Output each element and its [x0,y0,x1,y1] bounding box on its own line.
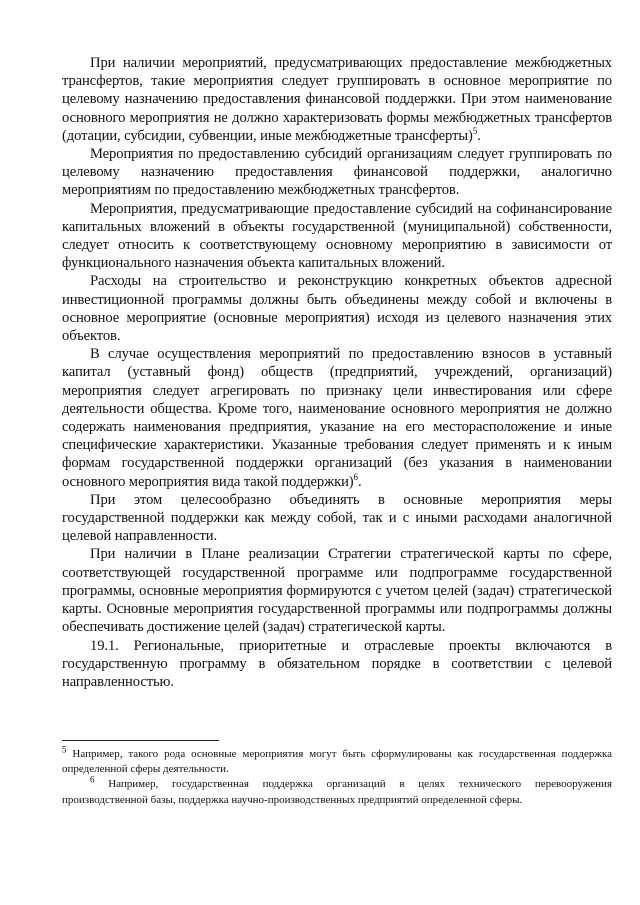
paragraph-interbudget-transfers [62,54,612,145]
footnote-6 [62,774,612,807]
paragraph-section-19-1: 19.1. Региональные, приоритетные и отраслевые проекты включаются в государственную программу в обязательном порядке в соответствии с целевой направленностью. [62,637,612,690]
paragraph-strategic-map: При наличии в Плане реализации Стратегии стратегической карты по сфере, соответствующей государственной программе или подпрограмме государственной программы, основные мероприятия формируются с учетом целей (задач) стратегической карты. Основные мероприятия государственной программы или подпрограммы должны обеспечивать достижение целей (задач) стратегической карты. [62,546,612,636]
paragraph-authorized-capital [62,345,612,491]
paragraph-text: При наличии мероприятий, предусматривающих предоставление межбюджетных трансфертов, такие мероприятия следует группировать в основное мероприятие по целевому назначению предоставления финансовой поддержки. При этом наименование основного мероприятия не должно характеризовать формы межбюджетных трансфертов (дотации, субсидии, субвенции, иные межбюджетные трансферты) [62,55,612,144]
footnote-ref-5[interactable]: 5 [472,125,478,136]
paragraph-tail: . [477,127,481,144]
footnote-number: 5 [62,744,67,755]
footnote-separator [62,740,219,741]
paragraph-capital-investments: Мероприятия, предусматривающие предоставление субсидий на софинансирование капитальных вложений в объекты государственной (муниципальной) собственности, следует относить к соответствующему основному мероприятию в зависимости от функционального назначения объекта капитальных вложений. [62,200,612,272]
footnote-ref-6[interactable]: 6 [353,471,358,482]
paragraph-tail: . [357,473,362,490]
paragraph-construction-expenses: Расходы на строительство и реконструкцию конкретных объектов адресной инвестиционной программы должны быть объединены между собой и включены в основное мероприятие (основные мероприятия) исходя из целевого назначения этих объектов. [62,273,612,345]
footnote-text: Например, такого рода основные мероприятия могут быть сформулированы как государственная поддержка определенной сферы деятельности. [62,748,612,776]
footnote-5 [62,744,612,777]
document-body [62,54,612,691]
paragraph-subsidies-organizations: Мероприятия по предоставлению субсидий организациям следует группировать по целевому назначению предоставления финансовой поддержки, аналогично мероприятиям по предоставлению межбюджетных трансфертов. [62,146,612,199]
footnote-number: 6 [90,774,95,785]
paragraph-state-support-measures: При этом целесообразно объединять в основные мероприятия меры государственной поддержки как между собой, так и с иными расходами аналогичной целевой направленности. [62,491,612,545]
paragraph-text: В случае осуществления мероприятий по предоставлению взносов в уставный капитал (уставный фонд) обществ (предприятий, учреждений, организаций) мероприятия следует агрегировать по признаку цели инвестирования или сфере деятельности общества. Кроме того, наименование основного мероприятия не должно содержать наименования предприятия, указание на его месторасположение и иные специфические характеристики. Указанные требования следует применять и к иным формам государственной поддержки организаций (без указания в наименовании основного мероприятия вида такой поддержки) [62,346,612,490]
footnotes [62,744,612,808]
footnote-text: Например, государственная поддержка организаций в целях технического перевооружения производственной базы, поддержка научно-производственных предприятий определенной сферы. [62,778,612,806]
